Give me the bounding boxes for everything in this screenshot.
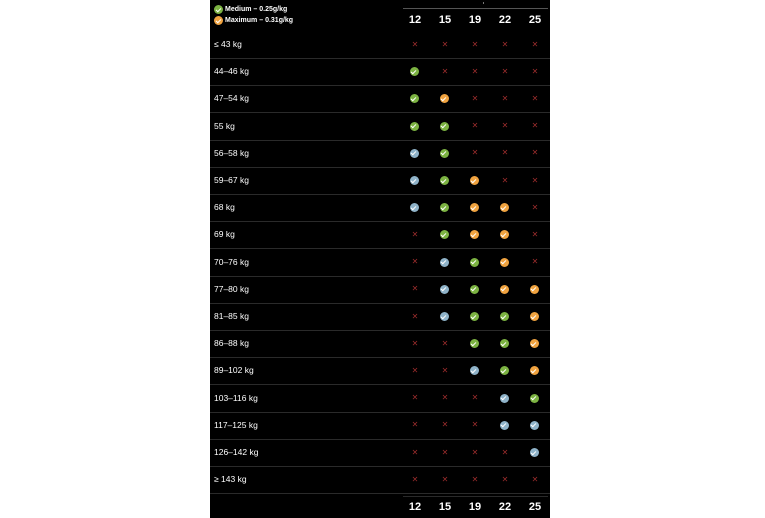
header-divider [403, 8, 548, 9]
cross-icon: ✕ [531, 39, 539, 49]
cross-icon: ✕ [471, 93, 479, 103]
cross-icon: ✕ [471, 420, 479, 430]
row-cells [400, 167, 550, 194]
row-label: 117–125 kg [214, 419, 258, 430]
cross-icon: ✕ [411, 447, 419, 457]
table-cell [430, 167, 460, 194]
check-circle-green-icon [410, 67, 419, 76]
table-cell [490, 330, 520, 357]
cross-icon: ✕ [531, 474, 539, 484]
table-row [210, 31, 550, 59]
row-label: 55 kg [214, 120, 235, 131]
check-circle-blue-icon [440, 258, 449, 267]
table-cell [520, 58, 550, 85]
cross-icon: ✕ [501, 175, 509, 185]
cross-icon: ✕ [501, 66, 509, 76]
row-label: 69 kg [214, 229, 235, 240]
dosage-table-panel [210, 0, 550, 518]
table-row [210, 167, 550, 195]
cross-icon: ✕ [531, 93, 539, 103]
table-cell [520, 85, 550, 112]
check-circle-orange-icon [470, 203, 479, 212]
cross-icon: ✕ [531, 257, 539, 267]
row-label: 86–88 kg [214, 338, 249, 349]
table-cell [460, 439, 490, 466]
table-cell [430, 385, 460, 412]
column-footer-25: 25 [528, 501, 542, 513]
row-cells [400, 466, 550, 493]
check-circle-orange-icon [500, 285, 509, 294]
legend [214, 4, 293, 26]
table-cell [400, 140, 430, 167]
table-cell [400, 412, 430, 439]
check-circle-blue-icon [440, 312, 449, 321]
table-cell [490, 357, 520, 384]
column-header-19: 19 [468, 14, 482, 26]
table-cell [460, 113, 490, 140]
column-footer-15: 15 [438, 501, 452, 513]
table-cell [400, 113, 430, 140]
row-cells [400, 385, 550, 412]
table-cell [490, 303, 520, 330]
cross-icon: ✕ [441, 338, 449, 348]
row-cells [400, 58, 550, 85]
cross-icon: ✕ [411, 229, 419, 239]
table-cell [430, 303, 460, 330]
check-circle-orange-icon [470, 230, 479, 239]
cross-icon: ✕ [411, 420, 419, 430]
table-cell [400, 249, 430, 276]
row-cells [400, 113, 550, 140]
column-header-12: 12 [408, 14, 422, 26]
check-circle-green-icon [440, 149, 449, 158]
check-circle-green-icon [530, 394, 539, 403]
row-cells [400, 303, 550, 330]
table-cell [520, 113, 550, 140]
table-cell [460, 385, 490, 412]
table-cell [460, 85, 490, 112]
table-cell [490, 221, 520, 248]
row-cells [400, 194, 550, 221]
legend-label-medium: Medium – 0.25g/kg [225, 6, 288, 13]
table-cell [430, 140, 460, 167]
table-cell [430, 249, 460, 276]
table-cell [430, 412, 460, 439]
cross-icon: ✕ [411, 474, 419, 484]
check-circle-green-icon [470, 258, 479, 267]
table-cell [430, 194, 460, 221]
table-cell [400, 385, 430, 412]
table-row [210, 466, 550, 494]
table-cell [400, 31, 430, 58]
cross-icon: ✕ [501, 121, 509, 131]
check-circle-blue-icon [410, 149, 419, 158]
check-circle-blue-icon [440, 285, 449, 294]
legend-item-medium [214, 4, 293, 15]
row-cells [400, 330, 550, 357]
cross-icon: ✕ [531, 66, 539, 76]
cross-icon: ✕ [441, 447, 449, 457]
cross-icon: ✕ [441, 39, 449, 49]
check-circle-orange-icon [500, 258, 509, 267]
table-cell [460, 276, 490, 303]
row-label: 47–54 kg [214, 93, 249, 104]
table-row [210, 357, 550, 385]
table-row [210, 140, 550, 168]
check-circle-green-icon [440, 230, 449, 239]
table-cell [490, 85, 520, 112]
table-row [210, 412, 550, 440]
cross-icon: ✕ [471, 447, 479, 457]
row-label: 103–116 kg [214, 392, 258, 403]
row-label: 56–58 kg [214, 147, 249, 158]
check-circle-orange-icon [500, 203, 509, 212]
table-cell [490, 466, 520, 493]
check-circle-orange-icon [530, 339, 539, 348]
cross-icon: ✕ [411, 257, 419, 267]
table-cell [490, 31, 520, 58]
row-label: 77–80 kg [214, 283, 249, 294]
row-label: 89–102 kg [214, 365, 254, 376]
check-circle-orange-icon [500, 230, 509, 239]
cross-icon: ✕ [471, 39, 479, 49]
table-cell [490, 439, 520, 466]
check-circle-green-icon [410, 122, 419, 131]
check-circle-green-icon [470, 339, 479, 348]
column-header-row [400, 13, 550, 27]
table-cell [460, 58, 490, 85]
column-header-15: 15 [438, 14, 452, 26]
table-cell [490, 140, 520, 167]
table-cell [460, 221, 490, 248]
table-cell [520, 140, 550, 167]
cross-icon: ✕ [411, 338, 419, 348]
table-cell [520, 330, 550, 357]
check-circle-orange-icon [214, 16, 223, 25]
table-cell [490, 412, 520, 439]
table-row [210, 303, 550, 331]
table-cell [430, 466, 460, 493]
cross-icon: ✕ [471, 66, 479, 76]
table-cell [490, 194, 520, 221]
table-cell [400, 303, 430, 330]
cross-icon: ✕ [441, 420, 449, 430]
row-cells [400, 85, 550, 112]
check-circle-orange-icon [530, 366, 539, 375]
check-circle-orange-icon [440, 94, 449, 103]
table-row [210, 85, 550, 113]
table-row [210, 330, 550, 358]
table-cell [460, 194, 490, 221]
row-cells [400, 439, 550, 466]
cross-icon: ✕ [501, 148, 509, 158]
row-label: 68 kg [214, 202, 235, 213]
table-cell [400, 194, 430, 221]
row-label: 59–67 kg [214, 175, 249, 185]
table-cell [430, 85, 460, 112]
table-cell [460, 303, 490, 330]
check-circle-green-icon [500, 366, 509, 375]
check-circle-blue-icon [500, 421, 509, 430]
table-cell [460, 140, 490, 167]
row-label: 126–142 kg [214, 447, 259, 457]
check-circle-green-icon [410, 94, 419, 103]
column-footer-row [400, 500, 550, 514]
cross-icon: ✕ [441, 474, 449, 484]
table-cell [520, 249, 550, 276]
check-circle-green-icon [500, 339, 509, 348]
row-cells [400, 31, 550, 58]
table-cell [400, 167, 430, 194]
cross-icon: ✕ [531, 202, 539, 212]
cross-icon: ✕ [501, 93, 509, 103]
table-cell [400, 439, 430, 466]
table-cell [490, 113, 520, 140]
table-cell [490, 385, 520, 412]
check-circle-orange-icon [530, 285, 539, 294]
table-cell [430, 276, 460, 303]
table-cell [430, 357, 460, 384]
row-cells [400, 412, 550, 439]
row-label: 44–46 kg [214, 66, 249, 77]
check-circle-green-icon [470, 285, 479, 294]
check-circle-green-icon [214, 5, 223, 14]
cross-icon: ✕ [441, 365, 449, 375]
row-cells [400, 357, 550, 384]
check-circle-blue-icon [470, 366, 479, 375]
table-cell [400, 221, 430, 248]
table-cell [400, 466, 430, 493]
check-circle-blue-icon [500, 394, 509, 403]
table-cell [400, 276, 430, 303]
cross-icon: ✕ [531, 175, 539, 185]
table-cell [400, 330, 430, 357]
table-row [210, 276, 550, 304]
table-cell [400, 85, 430, 112]
row-label: ≤ 43 kg [214, 39, 242, 49]
row-label: ≥ 143 kg [214, 474, 247, 485]
table-cell [460, 357, 490, 384]
cross-icon: ✕ [501, 39, 509, 49]
cross-icon: ✕ [411, 393, 419, 403]
table-cell [460, 31, 490, 58]
table-cell [430, 58, 460, 85]
cross-icon: ✕ [441, 393, 449, 403]
row-cells [400, 249, 550, 276]
row-cells [400, 140, 550, 167]
table-cell [520, 221, 550, 248]
table-cell [520, 412, 550, 439]
column-header-22: 22 [498, 14, 512, 26]
check-circle-green-icon [440, 203, 449, 212]
row-label: 70–76 kg [214, 256, 249, 267]
cross-icon: ✕ [411, 311, 419, 321]
check-circle-green-icon [470, 312, 479, 321]
table-row [210, 58, 550, 86]
cross-icon: ✕ [441, 66, 449, 76]
cross-icon: ✕ [411, 284, 419, 294]
cross-icon: ✕ [471, 121, 479, 131]
cross-icon: ✕ [531, 121, 539, 131]
check-circle-blue-icon [410, 203, 419, 212]
table-cell [430, 439, 460, 466]
row-label: 81–85 kg [214, 311, 249, 321]
table-row [210, 385, 550, 413]
table-cell [490, 58, 520, 85]
cross-icon: ✕ [471, 148, 479, 158]
legend-item-maximum [214, 15, 293, 26]
cross-icon: ✕ [531, 229, 539, 239]
table-cell [460, 249, 490, 276]
table-cell [460, 466, 490, 493]
table-cell [520, 194, 550, 221]
table-cell [520, 31, 550, 58]
table-cell [430, 113, 460, 140]
table-cell [520, 439, 550, 466]
table-cell [490, 167, 520, 194]
cross-icon: ✕ [411, 39, 419, 49]
check-circle-green-icon [440, 122, 449, 131]
cross-icon: ✕ [501, 447, 509, 457]
table-row [210, 439, 550, 467]
cross-icon: ✕ [531, 148, 539, 158]
check-circle-blue-icon [530, 421, 539, 430]
cross-icon: ✕ [471, 474, 479, 484]
check-circle-orange-icon [470, 176, 479, 185]
footer-divider [403, 496, 548, 497]
table-cell [430, 221, 460, 248]
table-cell [460, 167, 490, 194]
row-cells [400, 276, 550, 303]
table-cell [520, 385, 550, 412]
table-cell [460, 412, 490, 439]
check-circle-blue-icon [530, 448, 539, 457]
cross-icon: ✕ [501, 474, 509, 484]
table-row [210, 194, 550, 222]
check-circle-green-icon [500, 312, 509, 321]
column-footer-19: 19 [468, 501, 482, 513]
table-cell [400, 58, 430, 85]
table-cell [520, 357, 550, 384]
column-footer-12: 12 [408, 501, 422, 513]
check-circle-orange-icon [530, 312, 539, 321]
table-row [210, 221, 550, 249]
table-cell [520, 466, 550, 493]
table-cell [430, 31, 460, 58]
column-header-25: 25 [528, 14, 542, 26]
table-cell [490, 276, 520, 303]
check-circle-green-icon [440, 176, 449, 185]
cross-icon: ✕ [411, 365, 419, 375]
header-tick [483, 2, 484, 4]
table-cell [520, 167, 550, 194]
cross-icon: ✕ [471, 393, 479, 403]
table-cell [400, 357, 430, 384]
column-footer-22: 22 [498, 501, 512, 513]
legend-label-maximum: Maximum – 0.31g/kg [225, 17, 294, 24]
table-cell [520, 276, 550, 303]
row-cells [400, 221, 550, 248]
table-cell [430, 330, 460, 357]
table-row [210, 249, 550, 277]
table-cell [520, 303, 550, 330]
table-row [210, 113, 550, 141]
check-circle-blue-icon [410, 176, 419, 185]
table-cell [490, 249, 520, 276]
table-cell [460, 330, 490, 357]
